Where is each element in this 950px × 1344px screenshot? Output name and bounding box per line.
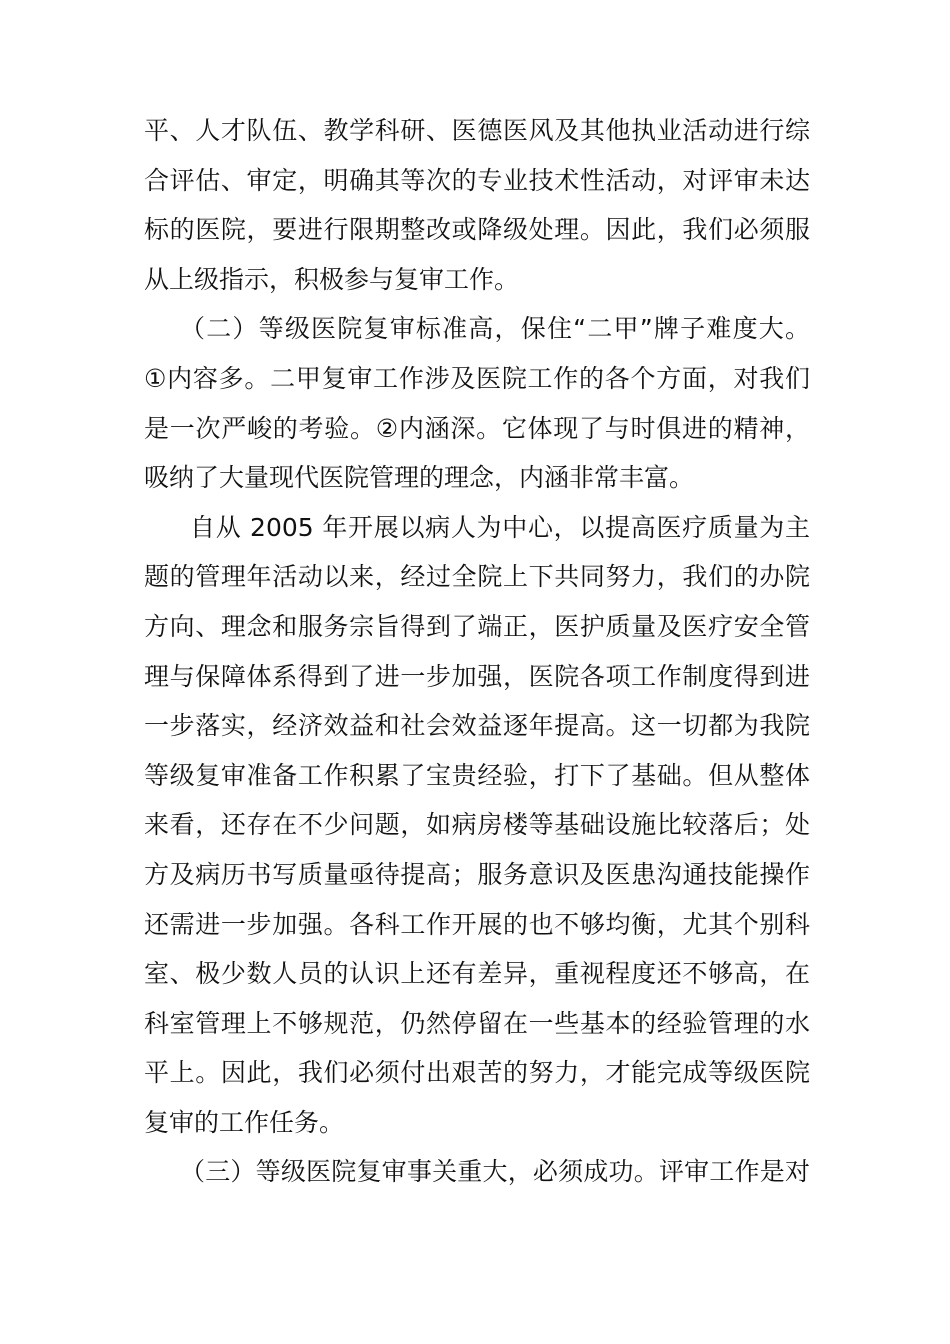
text-line: 方向、理念和服务宗旨得到了端正，医护质量及医疗安全管 (144, 611, 810, 641)
text-line: 理与保障体系得到了进一步加强，医院各项工作制度得到进 (144, 661, 810, 691)
text-line: 一步落实，经济效益和社会效益逐年提高。这一切都为我院 (144, 711, 810, 741)
text-line: 复审的工作任务。 (144, 1107, 345, 1137)
text-line: 是一次严峻的考验。②内涵深。它体现了与时俱进的精神， (144, 413, 810, 443)
text-line: 从上级指示，积极参与复审工作。 (144, 264, 520, 294)
text-line: 自从 2005 年开展以病人为中心，以提高医疗质量为主 (190, 512, 810, 542)
text-line: ①内容多。二甲复审工作涉及医院工作的各个方面，对我们 (144, 363, 810, 393)
text-line: 方及病历书写质量亟待提高；服务意识及医患沟通技能操作 (144, 859, 810, 889)
text-line: 平上。因此，我们必须付出艰苦的努力，才能完成等级医院 (144, 1058, 810, 1088)
text-line: 还需进一步加强。各科工作开展的也不够均衡，尤其个别科 (144, 909, 810, 939)
section-heading-three: （三）等级医院复审事关重大，必须成功。评审工作是对 (180, 1157, 810, 1187)
body-text (144, 106, 810, 1197)
text-line: 平、人才队伍、教学科研、医德医风及其他执业活动进行综 (144, 116, 810, 145)
text-line: 科室管理上不够规范，仍然停留在一些基本的经验管理的水 (144, 1008, 810, 1038)
text-line: 合评估、审定，明确其等次的专业技术性活动，对评审未达 (144, 165, 810, 195)
text-line: 标的医院，要进行限期整改或降级处理。因此，我们必须服 (144, 215, 810, 245)
text-line: 题的管理年活动以来，经过全院上下共同努力，我们的办院 (144, 562, 810, 592)
text-line: 室、极少数人员的认识上还有差异，重视程度还不够高，在 (144, 959, 810, 989)
text-line: 等级复审准备工作积累了宝贵经验，打下了基础。但从整体 (144, 760, 810, 790)
text-line: 吸纳了大量现代医院管理的理念，内涵非常丰富。 (144, 463, 695, 493)
text-line: 来看，还存在不少问题，如病房楼等基础设施比较落后；处 (144, 810, 810, 840)
section-heading-two: （二）等级医院复审标准高，保住“二甲”牌子难度大。 (180, 314, 810, 344)
